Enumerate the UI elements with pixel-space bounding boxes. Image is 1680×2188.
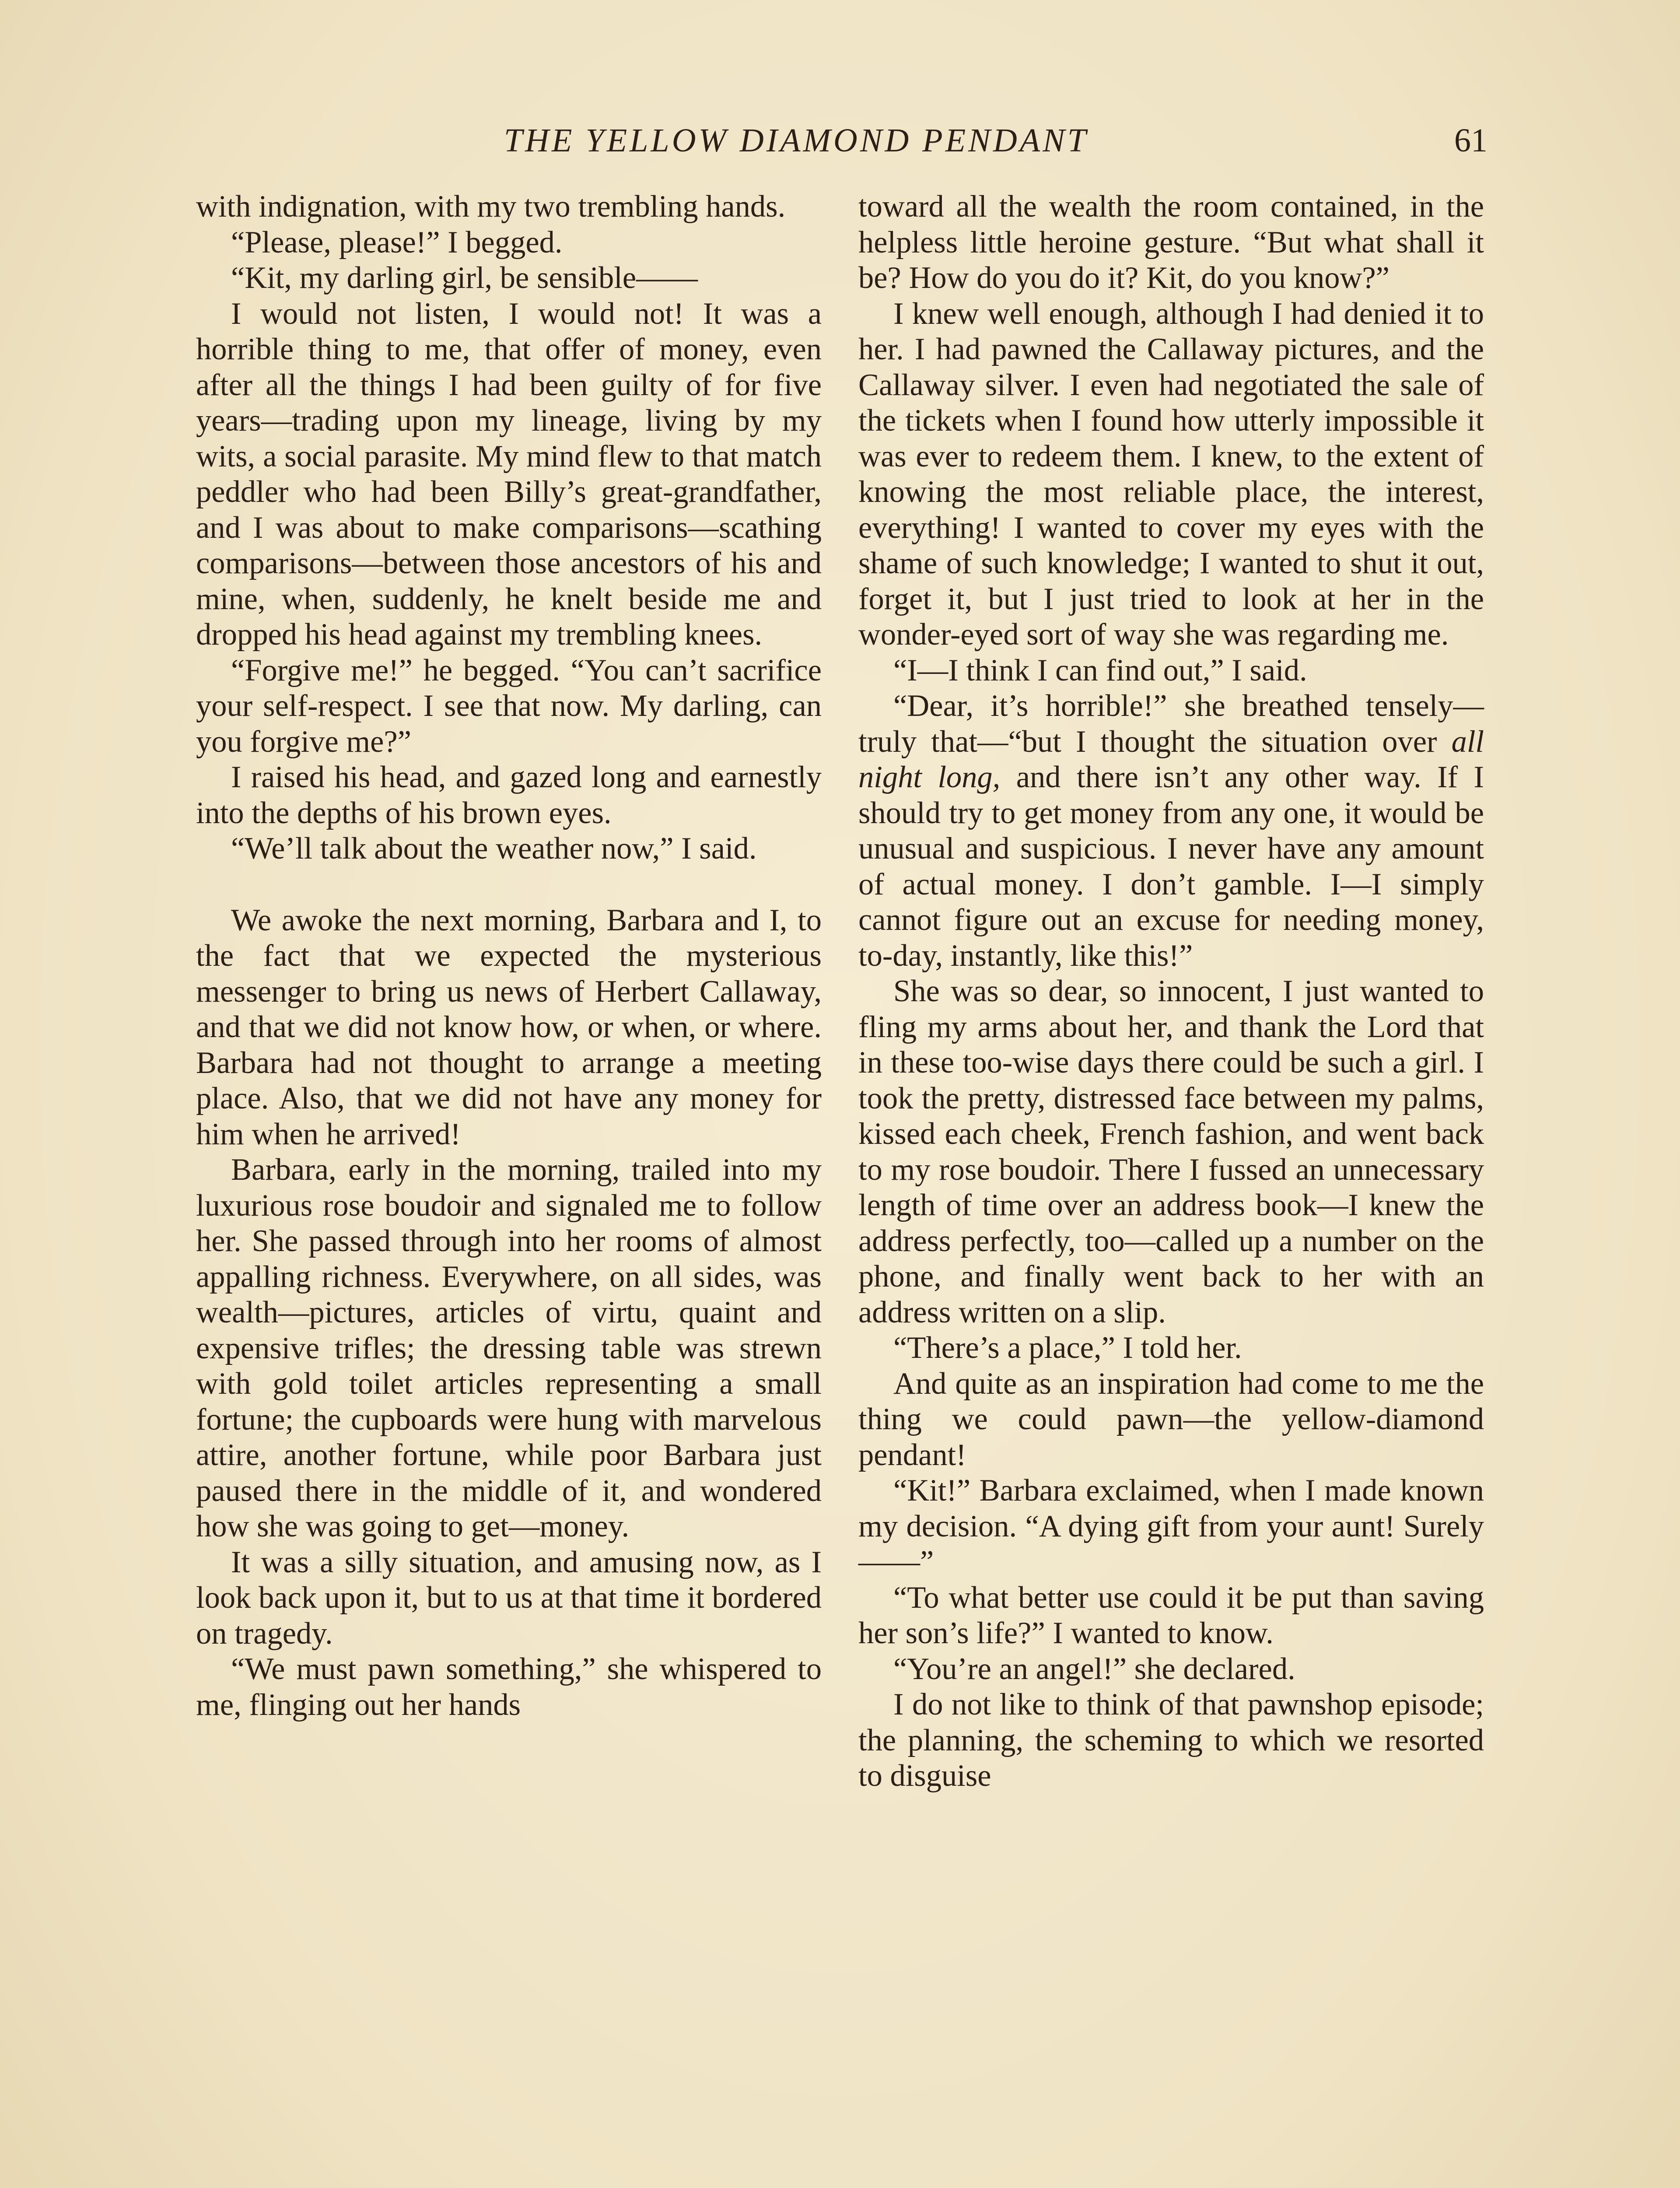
page-number: 61: [1454, 122, 1488, 159]
paragraph: She was so dear, so innocent, I just wanted to fling my arms about her, and thank the Lord that in these too-wise days there could be such a girl. I took the pretty, distressed face between my palms, kissed each cheek, French fashion, and went back to my rose boudoir. There I fussed an unnecessary length of time over an address book—I knew the address perfectly, too—called up a number on the phone, and finally went back to her with an address written on a slip.: [858, 974, 1484, 1329]
paragraph-text: and there isn’t any other way. If I should try to get money from any one, it would be unusual and suspicious. I never have any amount of actual money. I don’t gamble. I—I simply cannot figure out an excuse for needing money, to-day, instantly, like this!”: [858, 760, 1484, 973]
paragraph: “Please, please!” I begged.: [231, 225, 563, 259]
paragraph-text: “Dear, it’s horrible!” she breathed tensely—truly that—“but I thought the situation over: [858, 689, 1484, 759]
paragraph: with indignation, with my two trembling hands.: [196, 189, 786, 224]
paragraph: “To what better use could it be put than saving her son’s life?” I wanted to know.: [858, 1580, 1484, 1650]
paragraph: “We’ll talk about the weather now,” I said.: [231, 831, 757, 866]
paragraph: I would not listen, I would not! It was a horrible thing to me, that offer of money, even after all the things I had been guilty of for five years—trading upon my lineage, living by my wits, a social parasite. My mind flew to that match peddler who had been Billy’s great-grandfather, and I was about to make comparisons—scathing comparisons—between those ancestors of his and mine, when, suddenly, he knelt beside me and dropped his head against my trembling knees.: [196, 296, 822, 652]
paragraph: “You’re an angel!” she declared.: [893, 1652, 1295, 1686]
right-column: [858, 189, 1484, 1794]
page-header: [192, 122, 1514, 170]
paragraph: And quite as an inspiration had come to me the thing we could pawn—the yellow-diamond pendant!: [858, 1366, 1484, 1472]
paragraph: “We must pawn something,” she whispered to me, flinging out her hands: [196, 1652, 822, 1722]
paragraph: We awoke the next morning, Barbara and I, to the fact that we expected the mysterious messenger to bring us news of Herbert Callaway, and that we did not know how, or when, or where. Barbara had not thought to arrange a meeting place. Also, that we did not have any money for him when he arrived!: [196, 903, 822, 1151]
paragraph: “There’s a place,” I told her.: [893, 1331, 1242, 1365]
emphasis-text: all night long,: [858, 724, 1484, 794]
paragraph: I do not like to think of that pawnshop episode; the planning, the scheming to which we resorted to disguise: [858, 1687, 1484, 1793]
paragraph: It was a silly situation, and amusing now, as I look back upon it, but to us at that time it bordered on tragedy.: [196, 1545, 822, 1651]
paragraph: [858, 688, 1484, 974]
paragraph: “Kit, my darling girl, be sensible——: [231, 261, 698, 295]
running-title: THE YELLOW DIAMOND PENDANT: [504, 122, 1089, 159]
paragraph: “Forgive me!” he begged. “You can’t sacrifice your self-respect. I see that now. My darling, can you forgive me?”: [196, 653, 822, 759]
paragraph: I knew well enough, although I had denied it to her. I had pawned the Callaway pictures, and the Callaway silver. I even had negotiated the sale of the tickets when I found how utterly impossible it was ever to redeem them. I knew, to the extent of knowing the most reliable place, the interest, everything! I wanted to cover my eyes with the shame of such knowledge; I wanted to shut it out, forget it, but I just tried to look at her in the wonder-eyed sort of way she was regarding me.: [858, 296, 1484, 652]
paragraph: toward all the wealth the room contained, in the helpless little heroine gesture. “But what shall it be? How do you do it? Kit, do you know?”: [858, 189, 1484, 295]
paragraph: I raised his head, and gazed long and earnestly into the depths of his brown eyes.: [196, 760, 822, 830]
paragraph: Barbara, early in the morning, trailed into my luxurious rose boudoir and signaled me to follow her. She passed through into her rooms of almost appalling richness. Everywhere, on all sides, was wealth—pictures, articles of virtu, quaint and expensive trifles; the dressing table was strewn with gold toilet articles representing a small fortune; the cupboards were hung with marvelous attire, another fortune, while poor Barbara just paused there in the middle of it, and wondered how she was going to get—money.: [196, 1153, 822, 1543]
paragraph: “Kit!” Barbara exclaimed, when I made known my decision. “A dying gift from your aunt! Surely——”: [858, 1473, 1484, 1579]
left-column: [196, 189, 822, 1723]
paragraph: “I—I think I can find out,” I said.: [893, 653, 1307, 687]
